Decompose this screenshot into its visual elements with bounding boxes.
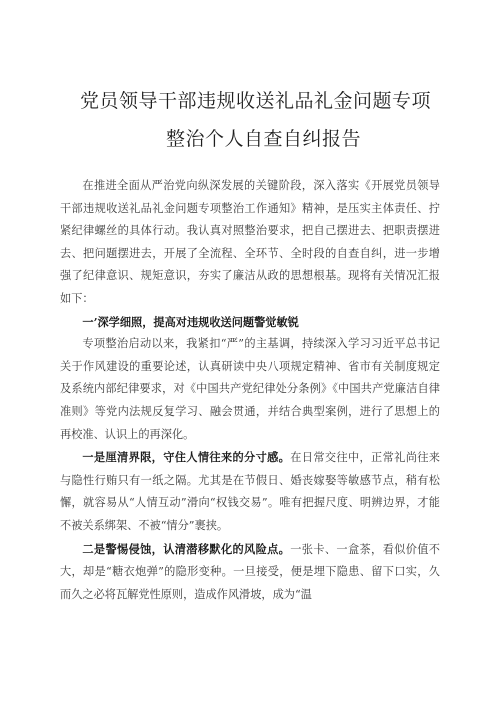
document-body bbox=[60, 175, 440, 606]
paragraph-text: 专项整治启动以来，我紧扣“严”的主基调，持续深入学习习近平总书记关于作风建设的重要论述，认真研读中央八项规定精神、省市有关制度规定及系统内部纪律要求，对《中国共产党纪律处分条例》《中国共产党廉洁自律准则》等党内法规反复学习、融会贯通，并结合典型案例，进行了思想上的再校准、认识上的再深化。 bbox=[60, 337, 440, 441]
paragraph-text: 在日常交往中，正常礼尚往来与隐性行贿只有一纸之隔。尤其是在节假日、婚丧嫁娶等敏感节点，稍有松懈，就容易从“人情互动”滑向“权钱交易”。唯有把握尺度、明辨边界，才能不被关系绑架、不被“情分”裹挟。 bbox=[60, 451, 440, 532]
paragraph-point-2 bbox=[60, 538, 440, 607]
paragraph-lead: 一是厘清界限，守住人情往来的分寸感。 bbox=[82, 450, 291, 465]
section-heading-1: 一’深学细照，提高对违规收送问题警觉敏锐 bbox=[82, 314, 299, 329]
paragraph-text: 一张卡、一盒茶，看似价值不大，却是“糖衣炮弹”的隐形变种。一旦接受，便是埋下隐患、留下口实，久而久之必将瓦解党性原则，造成作风滑坡，成为“温 bbox=[60, 542, 440, 601]
paragraph-text: 在推进全面从严治党向纵深发展的关键阶段，深入落实《开展党员领导干部违规收送礼品礼金问题专项整治工作通知》精神，是压实主体责任、拧紧纪律螺丝的具体行动。我认真对照整治要求，把自己摆进去、把职责摆进去、把问题摆进去，开展了全流程、全环节、全时段的自查自纠，进一步增强了纪律意识、规矩意识，夯实了廉洁从政的思想根基。现将有关情况汇报如下： bbox=[60, 179, 440, 305]
document-title-line-2: 整治个人自查自纠报告 bbox=[166, 128, 362, 150]
paragraph-study bbox=[60, 333, 440, 446]
paragraph-intro bbox=[60, 175, 440, 311]
paragraph-lead: 二是警惕侵蚀，认清潜移默化的风险点。 bbox=[82, 541, 291, 556]
paragraph-point-1 bbox=[60, 446, 440, 537]
document-title-line-1: 党员领导干部违规收送礼品礼金问题专项 bbox=[80, 90, 432, 112]
